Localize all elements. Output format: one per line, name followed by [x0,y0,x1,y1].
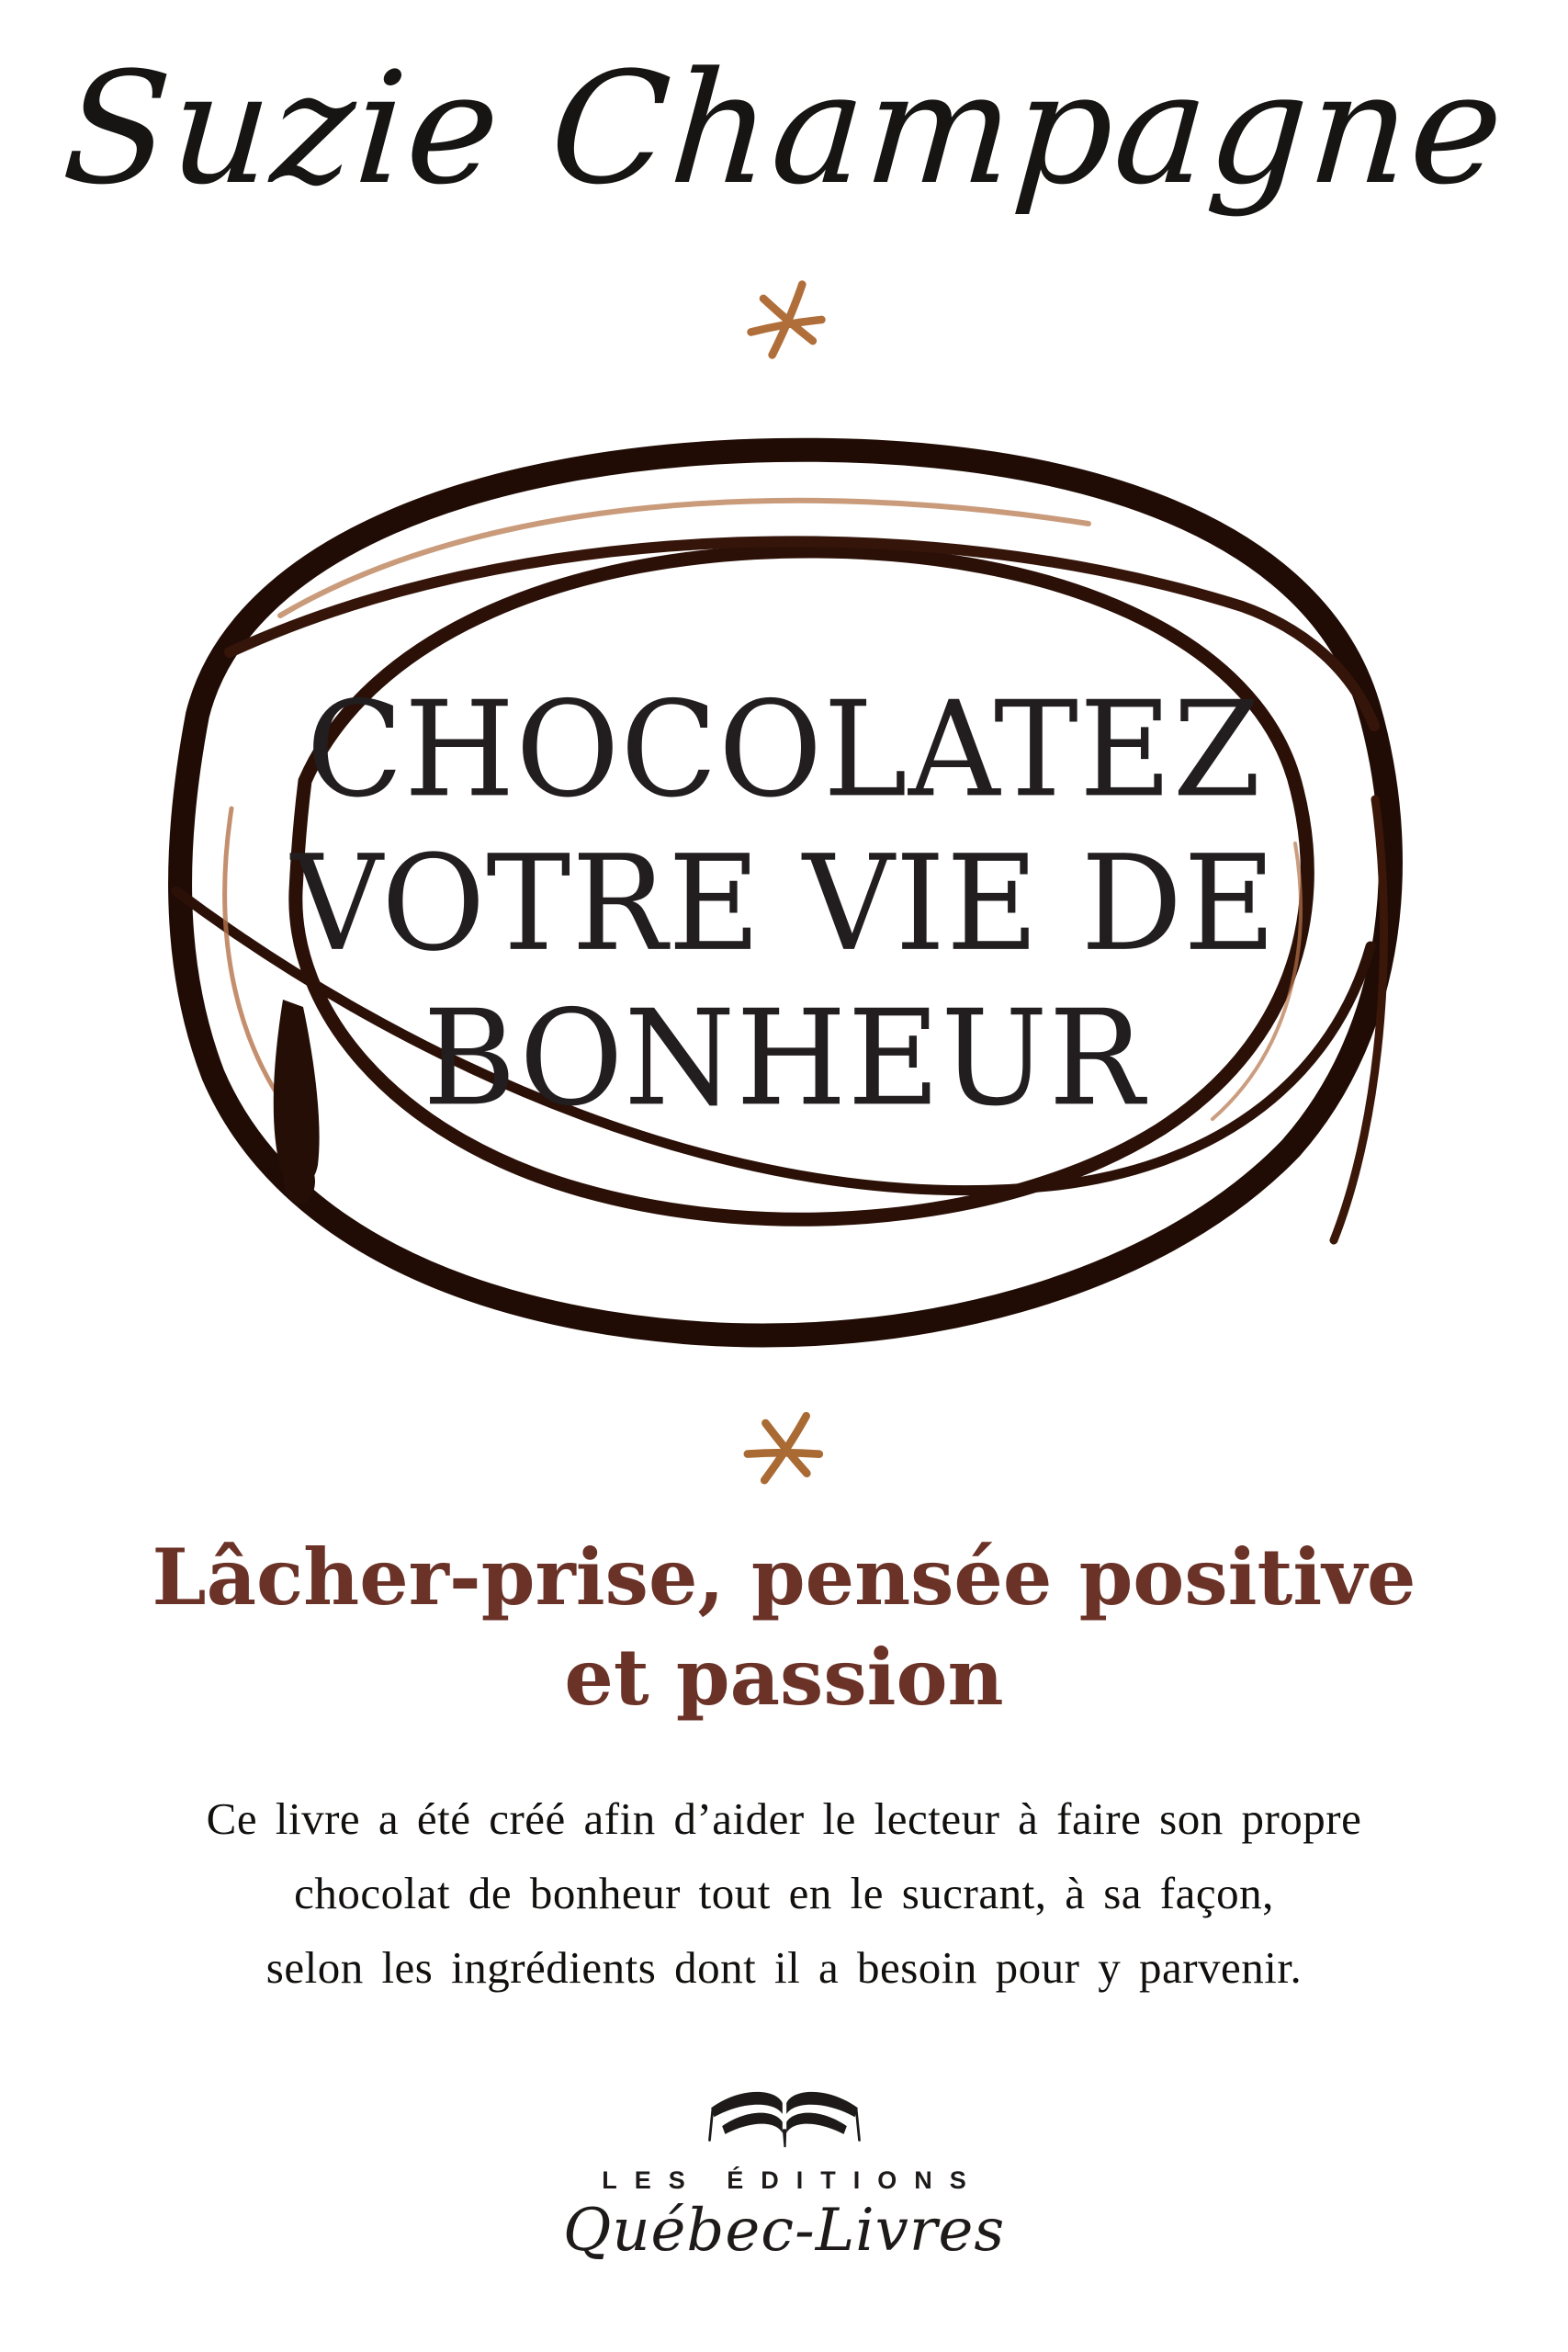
subtitle-line: et passion [564,1632,1004,1724]
publisher-imprint: LES ÉDITIONS [602,2166,984,2194]
description-line: chocolat de bonheur tout en le sucrant, à sa façon, [294,1867,1274,1918]
asterisk-star-icon [733,1396,835,1498]
description [0,1782,1568,2006]
author-name: Suzie Champagne [57,39,1511,219]
subtitle-line: Lâcher-prise, pensée positive [152,1532,1416,1623]
title-line: CHOCOLATEZ [306,673,1262,827]
open-book-icon [699,2078,870,2150]
publisher-name: Québec-Livres [562,2197,1006,2265]
book-title [0,673,1568,1136]
description-line: selon les ingrédients dont il a besoin pour y parvenir. [265,1941,1303,1993]
description-line: Ce livre a été créé afin d’aider le lecteur à faire son propre [206,1793,1362,1844]
asterisk-star-icon [742,276,830,364]
subtitle [0,1527,1568,1727]
publisher-logo [0,2078,1568,2265]
title-line: BONHEUR [423,981,1145,1136]
title-line: VOTRE VIE DE [290,827,1278,981]
